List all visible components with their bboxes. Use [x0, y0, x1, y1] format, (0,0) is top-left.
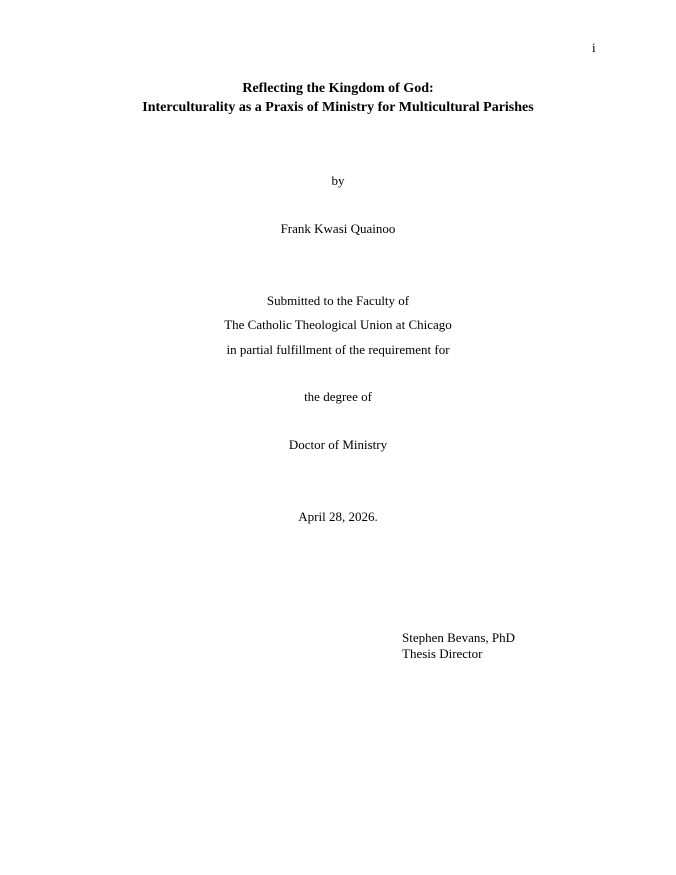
director-name: Stephen Bevans, PhD [402, 630, 516, 645]
director-role: Thesis Director [402, 646, 483, 661]
submission-line-2: The Catholic Theological Union at Chicago [224, 317, 452, 332]
author-name: Frank Kwasi Quainoo [280, 221, 396, 236]
by-label: by [331, 173, 345, 188]
page-number: i [592, 40, 596, 55]
submission-line-3: in partial fulfillment of the requirement for [226, 342, 450, 357]
submission-line-1: Submitted to the Faculty of [266, 293, 410, 308]
degree-name: Doctor of Ministry [288, 437, 388, 452]
submission-date: April 28, 2026. [298, 509, 378, 524]
thesis-title-line-1: Reflecting the Kingdom of God: [242, 81, 434, 96]
thesis-title-line-2: Interculturality as a Praxis of Ministry for Multicultural Parishes [142, 100, 534, 115]
degree-intro: the degree of [304, 389, 372, 404]
